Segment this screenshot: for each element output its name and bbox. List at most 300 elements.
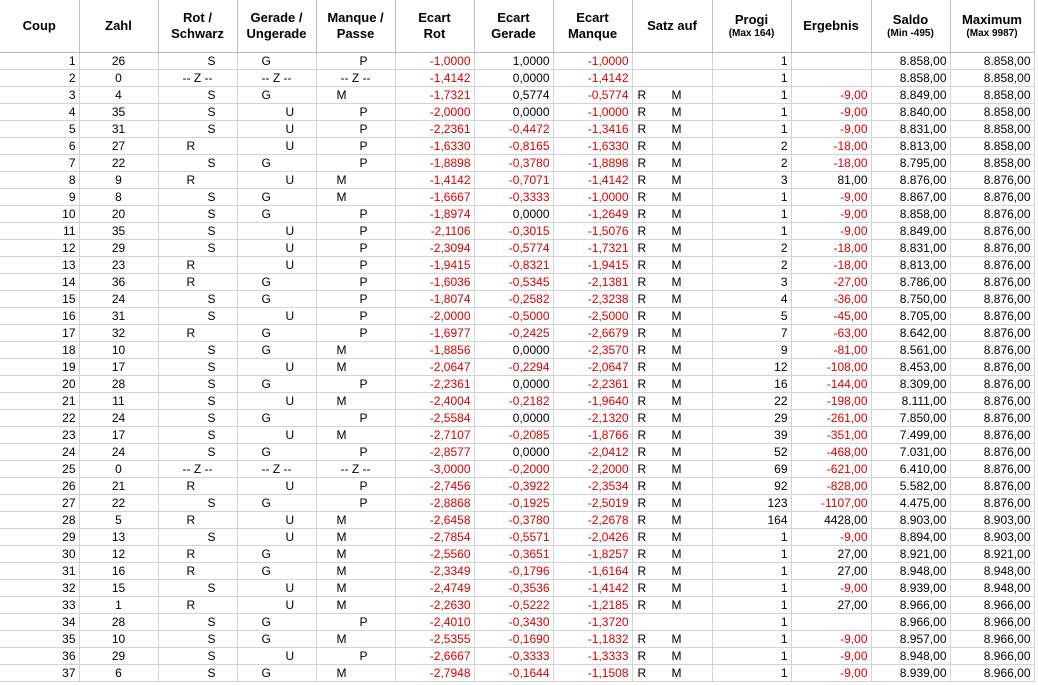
cell-zahl[interactable]: 24	[79, 291, 158, 308]
cell-zahl[interactable]: 17	[79, 359, 158, 376]
cell-ecart-gerade[interactable]: -0,3780	[474, 155, 553, 172]
cell-manque[interactable]: M	[316, 563, 395, 580]
cell-saldo[interactable]: 8.849,00	[871, 87, 950, 104]
cell-maximum[interactable]: 8.876,00	[950, 478, 1034, 495]
cell-manque[interactable]: P	[316, 240, 395, 257]
cell-ecart-rot[interactable]: -2,5355	[395, 631, 474, 648]
cell-coup[interactable]: 4	[0, 104, 79, 121]
cell-manque[interactable]: P	[316, 138, 395, 155]
cell-ecart-manque[interactable]: -1,3416	[553, 121, 632, 138]
cell-rot[interactable]: -- Z --	[158, 461, 237, 478]
cell-gerade[interactable]: G	[237, 206, 316, 223]
cell-ergebnis[interactable]: -9,00	[791, 665, 871, 682]
cell-ergebnis[interactable]: -18,00	[791, 138, 871, 155]
cell-coup[interactable]: 17	[0, 325, 79, 342]
cell-saldo[interactable]: 8.750,00	[871, 291, 950, 308]
cell-ecart-manque[interactable]: -1,4142	[553, 70, 632, 87]
cell-zahl[interactable]: 26	[79, 53, 158, 70]
cell-maximum[interactable]: 8.966,00	[950, 597, 1034, 614]
cell-coup[interactable]: 30	[0, 546, 79, 563]
cell-manque[interactable]: M	[316, 342, 395, 359]
cell-zahl[interactable]: 12	[79, 546, 158, 563]
cell-saldo[interactable]: 8.453,00	[871, 359, 950, 376]
cell-gerade[interactable]: G	[237, 342, 316, 359]
cell-ecart-rot[interactable]: -2,7948	[395, 665, 474, 682]
cell-manque[interactable]: P	[316, 121, 395, 138]
cell-ecart-manque[interactable]: -2,2678	[553, 512, 632, 529]
cell-rot[interactable]: S	[158, 206, 237, 223]
cell-ergebnis[interactable]: -261,00	[791, 410, 871, 427]
cell-saldo[interactable]: 7.031,00	[871, 444, 950, 461]
cell-gerade[interactable]: U	[237, 223, 316, 240]
cell-manque[interactable]: P	[316, 291, 395, 308]
cell-progi[interactable]: 69	[712, 461, 791, 478]
cell-ecart-rot[interactable]: -2,1106	[395, 223, 474, 240]
cell-saldo[interactable]: 8.831,00	[871, 240, 950, 257]
cell-satz-auf[interactable]	[632, 189, 712, 206]
cell-ecart-gerade[interactable]: 1,0000	[474, 53, 553, 70]
cell-rot[interactable]: S	[158, 308, 237, 325]
cell-ecart-rot[interactable]: -2,5560	[395, 546, 474, 563]
cell-ecart-rot[interactable]: -2,7854	[395, 529, 474, 546]
cell-progi[interactable]: 1	[712, 648, 791, 665]
cell-ecart-manque[interactable]: -2,1381	[553, 274, 632, 291]
cell-gerade[interactable]: U	[237, 478, 316, 495]
cell-satz-auf[interactable]	[632, 444, 712, 461]
cell-ecart-rot[interactable]: -2,0000	[395, 104, 474, 121]
cell-coup[interactable]: 16	[0, 308, 79, 325]
cell-zahl[interactable]: 27	[79, 138, 158, 155]
cell-coup[interactable]: 19	[0, 359, 79, 376]
cell-ecart-rot[interactable]: -2,7107	[395, 427, 474, 444]
cell-gerade[interactable]: G	[237, 563, 316, 580]
cell-rot[interactable]: S	[158, 359, 237, 376]
cell-progi[interactable]: 9	[712, 342, 791, 359]
cell-manque[interactable]: P	[316, 206, 395, 223]
cell-coup[interactable]: 24	[0, 444, 79, 461]
cell-maximum[interactable]: 8.858,00	[950, 53, 1034, 70]
cell-progi[interactable]: 1	[712, 70, 791, 87]
cell-saldo[interactable]: 8.939,00	[871, 665, 950, 682]
cell-saldo[interactable]: 8.966,00	[871, 614, 950, 631]
cell-progi[interactable]: 92	[712, 478, 791, 495]
cell-ecart-gerade[interactable]: 0,0000	[474, 342, 553, 359]
cell-coup[interactable]: 22	[0, 410, 79, 427]
cell-satz-auf[interactable]	[632, 376, 712, 393]
cell-ecart-manque[interactable]: -1,1832	[553, 631, 632, 648]
cell-zahl[interactable]: 5	[79, 512, 158, 529]
cell-maximum[interactable]: 8.858,00	[950, 121, 1034, 138]
cell-coup[interactable]: 28	[0, 512, 79, 529]
cell-satz-auf[interactable]	[632, 172, 712, 189]
cell-coup[interactable]: 23	[0, 427, 79, 444]
cell-gerade[interactable]: U	[237, 121, 316, 138]
cell-satz-auf[interactable]	[632, 104, 712, 121]
cell-rot[interactable]: S	[158, 121, 237, 138]
cell-gerade[interactable]: G	[237, 410, 316, 427]
cell-ecart-rot[interactable]: -2,8868	[395, 495, 474, 512]
cell-rot[interactable]: R	[158, 512, 237, 529]
cell-saldo[interactable]: 7.499,00	[871, 427, 950, 444]
cell-ecart-gerade[interactable]: -0,1925	[474, 495, 553, 512]
cell-ecart-gerade[interactable]: -0,8165	[474, 138, 553, 155]
cell-gerade[interactable]: G	[237, 376, 316, 393]
cell-satz-auf[interactable]	[632, 138, 712, 155]
cell-ecart-manque[interactable]: -1,9640	[553, 393, 632, 410]
cell-satz-auf[interactable]	[632, 223, 712, 240]
cell-coup[interactable]: 2	[0, 70, 79, 87]
cell-coup[interactable]: 18	[0, 342, 79, 359]
cell-manque[interactable]: P	[316, 614, 395, 631]
cell-saldo[interactable]: 8.921,00	[871, 546, 950, 563]
cell-rot[interactable]: S	[158, 104, 237, 121]
cell-gerade[interactable]: G	[237, 546, 316, 563]
cell-maximum[interactable]: 8.876,00	[950, 274, 1034, 291]
cell-progi[interactable]: 3	[712, 274, 791, 291]
cell-ecart-manque[interactable]: -2,5019	[553, 495, 632, 512]
cell-saldo[interactable]: 8.948,00	[871, 648, 950, 665]
cell-ecart-gerade[interactable]: -0,2000	[474, 461, 553, 478]
header-saldo[interactable]	[871, 0, 950, 53]
cell-saldo[interactable]: 8.813,00	[871, 257, 950, 274]
cell-maximum[interactable]: 8.858,00	[950, 155, 1034, 172]
cell-progi[interactable]: 52	[712, 444, 791, 461]
cell-ecart-manque[interactable]: -1,8766	[553, 427, 632, 444]
cell-ergebnis[interactable]: -1107,00	[791, 495, 871, 512]
cell-satz-auf[interactable]	[632, 291, 712, 308]
cell-progi[interactable]: 2	[712, 257, 791, 274]
cell-maximum[interactable]: 8.876,00	[950, 325, 1034, 342]
cell-satz-auf[interactable]	[632, 427, 712, 444]
cell-progi[interactable]: 1	[712, 597, 791, 614]
cell-gerade[interactable]: U	[237, 393, 316, 410]
cell-coup[interactable]: 5	[0, 121, 79, 138]
cell-saldo[interactable]: 5.582,00	[871, 478, 950, 495]
cell-progi[interactable]: 2	[712, 155, 791, 172]
cell-satz-auf[interactable]	[632, 274, 712, 291]
cell-ecart-rot[interactable]: -2,0000	[395, 308, 474, 325]
cell-ecart-gerade[interactable]: -0,8321	[474, 257, 553, 274]
cell-ecart-gerade[interactable]: -0,1644	[474, 665, 553, 682]
cell-ergebnis[interactable]: -9,00	[791, 189, 871, 206]
cell-satz-auf[interactable]	[632, 393, 712, 410]
cell-progi[interactable]: 22	[712, 393, 791, 410]
cell-saldo[interactable]: 8.894,00	[871, 529, 950, 546]
cell-zahl[interactable]: 31	[79, 121, 158, 138]
cell-ecart-rot[interactable]: -2,8577	[395, 444, 474, 461]
cell-zahl[interactable]: 11	[79, 393, 158, 410]
cell-coup[interactable]: 12	[0, 240, 79, 257]
cell-rot[interactable]: S	[158, 189, 237, 206]
cell-ergebnis[interactable]: -144,00	[791, 376, 871, 393]
cell-progi[interactable]: 4	[712, 291, 791, 308]
header-zahl[interactable]	[79, 0, 158, 53]
cell-ecart-rot[interactable]: -1,9415	[395, 257, 474, 274]
cell-maximum[interactable]: 8.876,00	[950, 444, 1034, 461]
cell-ecart-rot[interactable]: -1,8898	[395, 155, 474, 172]
cell-ecart-manque[interactable]: -1,9415	[553, 257, 632, 274]
cell-saldo[interactable]: 8.858,00	[871, 206, 950, 223]
cell-gerade[interactable]: G	[237, 189, 316, 206]
cell-satz-auf[interactable]	[632, 665, 712, 682]
cell-manque[interactable]: M	[316, 631, 395, 648]
cell-zahl[interactable]: 22	[79, 495, 158, 512]
cell-gerade[interactable]: U	[237, 648, 316, 665]
cell-satz-auf[interactable]	[632, 359, 712, 376]
cell-ecart-rot[interactable]: -3,0000	[395, 461, 474, 478]
cell-gerade[interactable]: -- Z --	[237, 70, 316, 87]
cell-maximum[interactable]: 8.966,00	[950, 665, 1034, 682]
cell-saldo[interactable]: 8.786,00	[871, 274, 950, 291]
cell-ecart-gerade[interactable]: -0,7071	[474, 172, 553, 189]
cell-ergebnis[interactable]: -198,00	[791, 393, 871, 410]
cell-ergebnis[interactable]: -9,00	[791, 121, 871, 138]
cell-progi[interactable]: 29	[712, 410, 791, 427]
cell-progi[interactable]: 1	[712, 580, 791, 597]
cell-satz-auf[interactable]	[632, 121, 712, 138]
cell-saldo[interactable]: 8.813,00	[871, 138, 950, 155]
cell-ergebnis[interactable]	[791, 53, 871, 70]
cell-rot[interactable]: S	[158, 614, 237, 631]
cell-gerade[interactable]: U	[237, 257, 316, 274]
cell-coup[interactable]: 29	[0, 529, 79, 546]
cell-ecart-rot[interactable]: -2,4749	[395, 580, 474, 597]
cell-maximum[interactable]: 8.876,00	[950, 206, 1034, 223]
cell-satz-auf[interactable]	[632, 410, 712, 427]
cell-ecart-rot[interactable]: -2,4004	[395, 393, 474, 410]
cell-gerade[interactable]: G	[237, 631, 316, 648]
cell-rot[interactable]: R	[158, 257, 237, 274]
cell-ecart-manque[interactable]: -1,6164	[553, 563, 632, 580]
cell-ecart-gerade[interactable]: 0,0000	[474, 410, 553, 427]
cell-maximum[interactable]: 8.858,00	[950, 138, 1034, 155]
cell-satz-auf[interactable]	[632, 563, 712, 580]
cell-ecart-rot[interactable]: -2,3349	[395, 563, 474, 580]
cell-progi[interactable]: 1	[712, 189, 791, 206]
cell-maximum[interactable]: 8.876,00	[950, 172, 1034, 189]
cell-satz-auf[interactable]	[632, 597, 712, 614]
cell-zahl[interactable]: 8	[79, 189, 158, 206]
cell-coup[interactable]: 27	[0, 495, 79, 512]
header-ecart-gerade[interactable]	[474, 0, 553, 53]
header-rot-schwarz[interactable]	[158, 0, 237, 53]
cell-coup[interactable]: 33	[0, 597, 79, 614]
cell-maximum[interactable]: 8.858,00	[950, 70, 1034, 87]
cell-ecart-rot[interactable]: -1,0000	[395, 53, 474, 70]
cell-progi[interactable]: 1	[712, 87, 791, 104]
cell-maximum[interactable]: 8.876,00	[950, 240, 1034, 257]
cell-ergebnis[interactable]: -81,00	[791, 342, 871, 359]
cell-ergebnis[interactable]	[791, 614, 871, 631]
cell-rot[interactable]: R	[158, 546, 237, 563]
cell-progi[interactable]: 1	[712, 223, 791, 240]
cell-coup[interactable]: 36	[0, 648, 79, 665]
cell-ecart-manque[interactable]: -1,0000	[553, 189, 632, 206]
cell-zahl[interactable]: 35	[79, 223, 158, 240]
cell-progi[interactable]: 123	[712, 495, 791, 512]
cell-rot[interactable]: S	[158, 631, 237, 648]
cell-ecart-rot[interactable]: -1,7321	[395, 87, 474, 104]
cell-saldo[interactable]: 7.850,00	[871, 410, 950, 427]
cell-progi[interactable]: 16	[712, 376, 791, 393]
cell-ecart-gerade[interactable]: 0,0000	[474, 70, 553, 87]
cell-progi[interactable]: 7	[712, 325, 791, 342]
cell-manque[interactable]: M	[316, 359, 395, 376]
cell-gerade[interactable]: G	[237, 614, 316, 631]
cell-ecart-manque[interactable]: -2,2361	[553, 376, 632, 393]
cell-satz-auf[interactable]	[632, 614, 712, 631]
cell-manque[interactable]: M	[316, 512, 395, 529]
cell-rot[interactable]: -- Z --	[158, 70, 237, 87]
cell-progi[interactable]: 39	[712, 427, 791, 444]
cell-ecart-rot[interactable]: -1,6667	[395, 189, 474, 206]
cell-ecart-manque[interactable]: -0,5774	[553, 87, 632, 104]
cell-manque[interactable]: P	[316, 410, 395, 427]
cell-rot[interactable]: R	[158, 172, 237, 189]
cell-zahl[interactable]: 29	[79, 648, 158, 665]
cell-manque[interactable]: -- Z --	[316, 70, 395, 87]
cell-ecart-gerade[interactable]: 0,0000	[474, 206, 553, 223]
cell-ecart-rot[interactable]: -1,6036	[395, 274, 474, 291]
cell-manque[interactable]: M	[316, 546, 395, 563]
cell-satz-auf[interactable]	[632, 580, 712, 597]
cell-ergebnis[interactable]: -9,00	[791, 580, 871, 597]
cell-ecart-manque[interactable]: -2,6679	[553, 325, 632, 342]
cell-ecart-gerade[interactable]: -0,3333	[474, 648, 553, 665]
cell-maximum[interactable]: 8.903,00	[950, 529, 1034, 546]
cell-maximum[interactable]: 8.876,00	[950, 223, 1034, 240]
cell-rot[interactable]: S	[158, 376, 237, 393]
cell-progi[interactable]: 1	[712, 546, 791, 563]
cell-progi[interactable]: 1	[712, 529, 791, 546]
cell-zahl[interactable]: 28	[79, 376, 158, 393]
cell-ecart-manque[interactable]: -1,2185	[553, 597, 632, 614]
cell-maximum[interactable]: 8.876,00	[950, 291, 1034, 308]
cell-satz-auf[interactable]	[632, 155, 712, 172]
cell-gerade[interactable]: G	[237, 325, 316, 342]
cell-satz-auf[interactable]	[632, 53, 712, 70]
cell-ergebnis[interactable]: -9,00	[791, 648, 871, 665]
cell-zahl[interactable]: 13	[79, 529, 158, 546]
cell-maximum[interactable]: 8.966,00	[950, 614, 1034, 631]
cell-ergebnis[interactable]: -18,00	[791, 155, 871, 172]
cell-ergebnis[interactable]: -9,00	[791, 104, 871, 121]
cell-saldo[interactable]: 8.858,00	[871, 53, 950, 70]
cell-ergebnis[interactable]: -621,00	[791, 461, 871, 478]
cell-manque[interactable]: M	[316, 87, 395, 104]
cell-zahl[interactable]: 28	[79, 614, 158, 631]
cell-gerade[interactable]: G	[237, 53, 316, 70]
cell-maximum[interactable]: 8.876,00	[950, 427, 1034, 444]
cell-ecart-gerade[interactable]: -0,3430	[474, 614, 553, 631]
cell-satz-auf[interactable]	[632, 495, 712, 512]
header-satz-auf[interactable]	[632, 0, 712, 53]
cell-ecart-manque[interactable]: -1,4142	[553, 172, 632, 189]
cell-coup[interactable]: 6	[0, 138, 79, 155]
cell-ecart-manque[interactable]: -2,5000	[553, 308, 632, 325]
cell-ecart-gerade[interactable]: -0,3015	[474, 223, 553, 240]
cell-ecart-gerade[interactable]: -0,2085	[474, 427, 553, 444]
cell-manque[interactable]: P	[316, 648, 395, 665]
cell-rot[interactable]: S	[158, 529, 237, 546]
cell-satz-auf[interactable]	[632, 308, 712, 325]
cell-satz-auf[interactable]	[632, 325, 712, 342]
cell-progi[interactable]: 3	[712, 172, 791, 189]
cell-satz-auf[interactable]	[632, 87, 712, 104]
cell-rot[interactable]: S	[158, 240, 237, 257]
cell-coup[interactable]: 7	[0, 155, 79, 172]
cell-saldo[interactable]: 8.939,00	[871, 580, 950, 597]
cell-gerade[interactable]: U	[237, 512, 316, 529]
cell-rot[interactable]: S	[158, 155, 237, 172]
cell-coup[interactable]: 26	[0, 478, 79, 495]
cell-ecart-manque[interactable]: -1,3720	[553, 614, 632, 631]
cell-ecart-manque[interactable]: -2,0412	[553, 444, 632, 461]
cell-ecart-manque[interactable]: -1,2649	[553, 206, 632, 223]
cell-coup[interactable]: 10	[0, 206, 79, 223]
cell-ergebnis[interactable]: -9,00	[791, 87, 871, 104]
cell-manque[interactable]: P	[316, 53, 395, 70]
cell-manque[interactable]: M	[316, 529, 395, 546]
cell-rot[interactable]: S	[158, 87, 237, 104]
cell-satz-auf[interactable]	[632, 529, 712, 546]
cell-satz-auf[interactable]	[632, 70, 712, 87]
cell-gerade[interactable]: U	[237, 597, 316, 614]
cell-maximum[interactable]: 8.876,00	[950, 461, 1034, 478]
cell-manque[interactable]: P	[316, 495, 395, 512]
header-ecart-rot[interactable]	[395, 0, 474, 53]
cell-manque[interactable]: -- Z --	[316, 461, 395, 478]
cell-coup[interactable]: 25	[0, 461, 79, 478]
cell-coup[interactable]: 3	[0, 87, 79, 104]
cell-ecart-manque[interactable]: -1,5076	[553, 223, 632, 240]
cell-zahl[interactable]: 20	[79, 206, 158, 223]
cell-ecart-manque[interactable]: -1,8898	[553, 155, 632, 172]
cell-zahl[interactable]: 36	[79, 274, 158, 291]
cell-maximum[interactable]: 8.921,00	[950, 546, 1034, 563]
cell-ergebnis[interactable]: -45,00	[791, 308, 871, 325]
cell-ecart-manque[interactable]: -2,3534	[553, 478, 632, 495]
cell-manque[interactable]: M	[316, 172, 395, 189]
cell-saldo[interactable]: 8.111,00	[871, 393, 950, 410]
cell-ecart-manque[interactable]: -2,3570	[553, 342, 632, 359]
cell-coup[interactable]: 15	[0, 291, 79, 308]
cell-ecart-gerade[interactable]: -0,2582	[474, 291, 553, 308]
cell-rot[interactable]: S	[158, 223, 237, 240]
cell-ergebnis[interactable]: -18,00	[791, 257, 871, 274]
cell-zahl[interactable]: 17	[79, 427, 158, 444]
cell-rot[interactable]: S	[158, 393, 237, 410]
cell-ergebnis[interactable]: 4428,00	[791, 512, 871, 529]
cell-progi[interactable]: 1	[712, 53, 791, 70]
cell-rot[interactable]: R	[158, 563, 237, 580]
cell-ecart-rot[interactable]: -1,6330	[395, 138, 474, 155]
cell-zahl[interactable]: 23	[79, 257, 158, 274]
cell-gerade[interactable]: U	[237, 580, 316, 597]
cell-saldo[interactable]: 8.642,00	[871, 325, 950, 342]
cell-zahl[interactable]: 29	[79, 240, 158, 257]
cell-gerade[interactable]: U	[237, 138, 316, 155]
cell-ecart-gerade[interactable]: 0,0000	[474, 104, 553, 121]
cell-coup[interactable]: 13	[0, 257, 79, 274]
cell-gerade[interactable]: U	[237, 529, 316, 546]
cell-manque[interactable]: P	[316, 308, 395, 325]
cell-rot[interactable]: S	[158, 53, 237, 70]
cell-ecart-gerade[interactable]: -0,4472	[474, 121, 553, 138]
cell-maximum[interactable]: 8.948,00	[950, 580, 1034, 597]
cell-satz-auf[interactable]	[632, 631, 712, 648]
cell-coup[interactable]: 9	[0, 189, 79, 206]
